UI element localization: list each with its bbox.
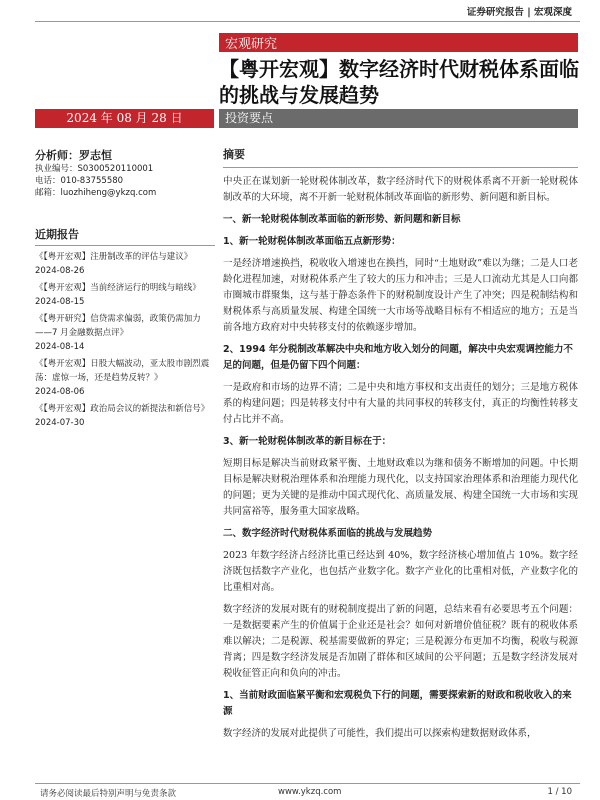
section-heading-1: 一、新一轮财税体制改革面临的新形势、新问题和新目标 — [223, 214, 461, 225]
subheading-4: 1、当前财政面临紧平衡和宏观税负下行的问题，需要探索新的财政和税收收入的来源 — [223, 690, 572, 717]
recent-report-date: 2024-08-15 — [35, 297, 85, 307]
recent-report-item[interactable] — [35, 357, 215, 399]
report-date: 2024 年 08 月 28 日 — [35, 109, 214, 128]
footer-disclaimer[interactable]: 请务必阅读最后特别声明与免责条款 — [40, 789, 177, 799]
category-banner — [219, 33, 578, 52]
footer-divider — [35, 783, 580, 784]
abstract-body — [223, 147, 578, 748]
report-title: 【粤开宏观】数字经济时代财税体系面临的挑战与发展趋势 — [219, 57, 579, 107]
sidebar — [35, 149, 215, 433]
recent-report-title: 《【粤开研究】信贷需求偏弱，政策仍需加力——7 月金融数据点评》 — [35, 314, 201, 338]
paragraph-4: 2023 年数字经济占经济比重已经达到 40%，数字经济核心增加值占 10%。数字经济既包括数字产业化，也包括产业数字化。数字产业化的比重相对低，产业数字化的比重相对高。 — [223, 550, 578, 593]
recent-report-item[interactable] — [35, 281, 215, 309]
paragraph-1: 一是经济增速换挡，税收收入增速也在换挡，同时“土地财政”难以为继；二是人口老龄化进程加速，对财税体系产生了较大的压力和冲击；三是人口流动尤其是人口向都市圈城市群聚集，这与基于静态条件下的财税制度设计产生了冲突；四是税制结构和财税体系与高质量发展、构建全国统一大市场等战略目标有不相适应的地方；五是当前各地方政府对中央转移支付的依赖逐步增加。 — [223, 258, 578, 333]
recent-report-item[interactable] — [35, 250, 215, 278]
abstract-divider — [223, 167, 578, 168]
recent-reports-heading: 近期报告 — [35, 228, 79, 241]
sidebar-divider — [35, 245, 215, 246]
footer-website[interactable]: www.ykzq.com — [278, 787, 342, 797]
footer-page-number: 1 / 10 — [547, 787, 572, 797]
paragraph-2: 一是政府和市场的边界不清；二是中央和地方事权和支出责任的划分；三是地方税体系的构建问题；四是转移支付中有大量的共同事权的转移支付，真正的均衡性转移支付占比并不高。 — [223, 382, 578, 425]
paragraph-6: 数字经济的发展对此提供了可能性，我们提出可以探索构建数据财政体系， — [223, 728, 537, 739]
subheading-2: 2、1994 年分税制改革解决中央和地方收入划分的问题，解决中央宏观调控能力不足的问题，但是仍留下四个问题： — [223, 344, 573, 371]
abstract-title: 摘要 — [223, 148, 245, 161]
recent-report-date: 2024-08-14 — [35, 342, 85, 352]
category-label: 宏观研究 — [225, 37, 278, 52]
report-type-header: 证券研究报告 | 宏观深度 — [466, 7, 572, 18]
recent-report-date: 2024-08-06 — [35, 387, 85, 397]
recent-report-item[interactable] — [35, 402, 215, 430]
analyst-phone: 电话：010-83755580 — [35, 176, 124, 186]
recent-report-date: 2024-08-26 — [35, 266, 85, 276]
subheading-3: 3、新一轮财税体制改革的新目标在于： — [223, 436, 392, 447]
paragraph-3: 短期目标是解决当前财政紧平衡、土地财政难以为继和债务不断增加的问题。中长期目标是解决财税治理体系和治理能力现代化，以支持国家治理体系和治理能力现代化的问题；更为关键的是推动中国式现代化、高质量发展、构建全国统一大市场和实现共同富裕等，服务重大国家战略。 — [223, 458, 578, 517]
analyst-license: 执业编号：S0300520110001 — [35, 164, 154, 174]
analyst-email[interactable]: 邮箱：luozhiheng@ykzq.com — [35, 188, 157, 198]
recent-report-title: 《【粤开宏观】政治局会议的新提法和新信号》 — [35, 404, 210, 414]
header-divider — [35, 21, 580, 22]
recent-report-title: 《【粤开宏观】日股大幅波动，亚太股市剧烈震荡：虚惊一场，还是趋势反转？》 — [35, 359, 210, 383]
section-heading-2: 二、数字经济时代财税体系面临的挑战与发展趋势 — [223, 528, 433, 539]
investment-points-banner: 投资要点 — [219, 109, 578, 128]
recent-report-title: 《【粤开宏观】注册制改革的评估与建议》 — [35, 252, 193, 262]
recent-report-title: 《【粤开宏观】当前经济运行的明线与暗线》 — [35, 283, 201, 293]
recent-report-item[interactable] — [35, 312, 215, 354]
recent-report-date: 2024-07-30 — [35, 418, 85, 428]
subheading-1: 1、新一轮财税体制改革面临五点新形势： — [223, 236, 401, 247]
analyst-name: 分析师：罗志恒 — [35, 149, 112, 162]
abstract-intro: 中央正在谋划新一轮财税体制改革，数字经济时代下的财税体系离不开新一轮财税体制改革的大环境，离不开新一轮财税体制改革面临的新形势、新问题和新目标。 — [223, 176, 578, 203]
paragraph-5: 数字经济的发展对既有的财税制度提出了新的问题，总结来看有必要思考五个问题：一是数据要素产生的价值属于企业还是社会？如何对新增价值征税？既有的税收体系难以解决；二是税源、税基需要做新的界定；三是税源分布更加不均衡，税收与税源背离；四是数字经济发展是否加剧了群体和区域间的公平问题；五是数字经济发展对税收征管正向和负向的冲击。 — [223, 604, 578, 679]
